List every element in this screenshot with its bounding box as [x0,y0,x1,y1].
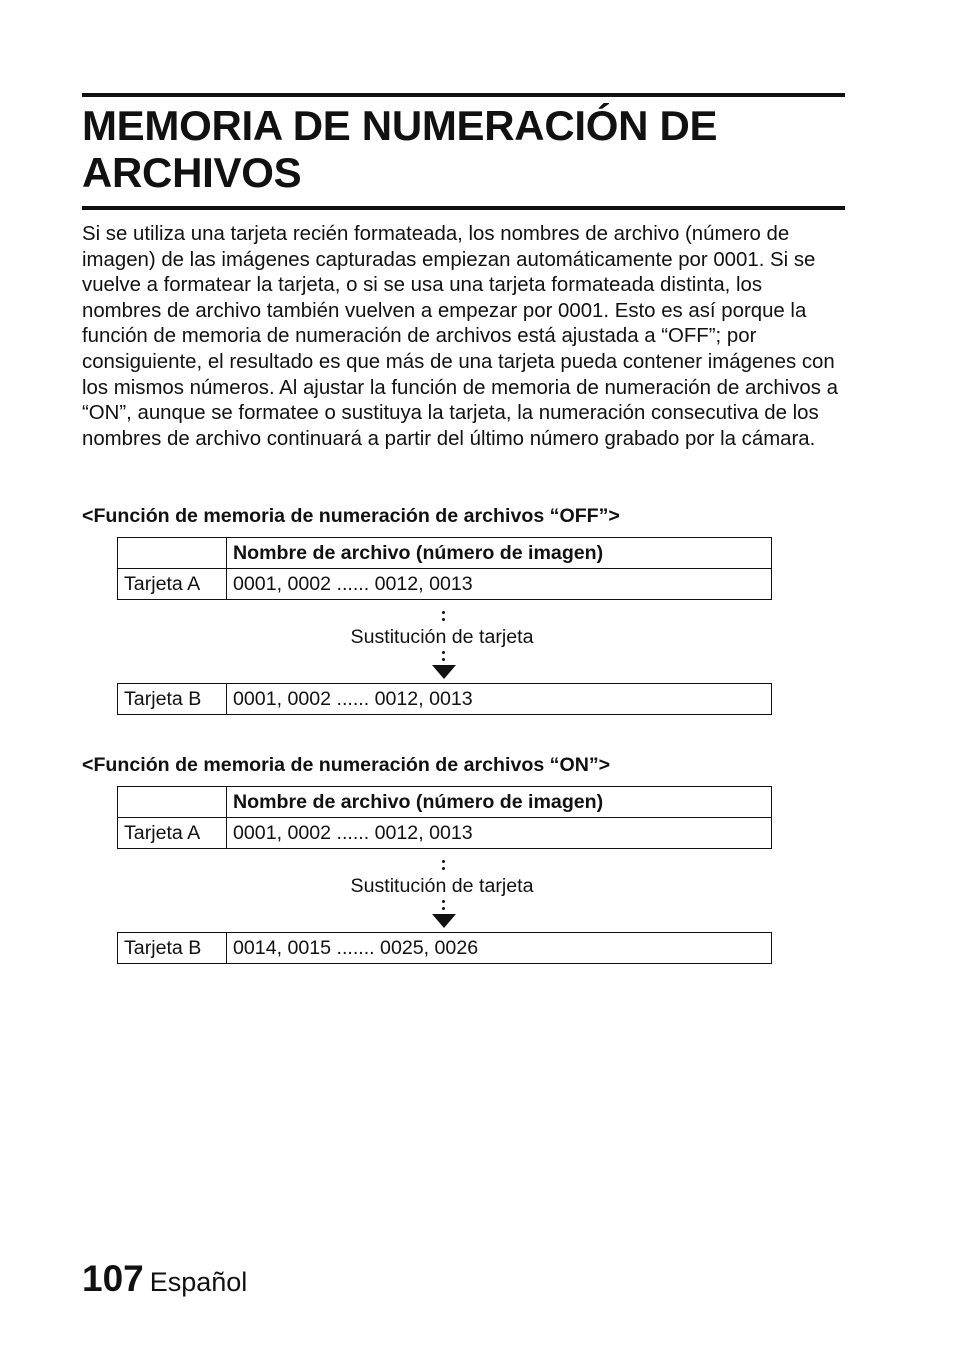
off-card-b-table [117,683,772,715]
card-b-label: Tarjeta B [118,684,227,715]
page-footer [82,1258,247,1300]
table-row [118,684,772,715]
on-card-a-table [117,786,772,849]
card-replacement-label: Sustitución de tarjeta [350,875,534,897]
card-b-label: Tarjeta B [118,933,227,964]
card-a-value: 0001, 0002 ...... 0012, 0013 [227,818,772,849]
table-row [118,787,772,818]
on-card-b-table [117,932,772,964]
card-replacement-label: Sustitución de tarjeta [350,626,534,648]
card-a-label: Tarjeta A [118,569,227,600]
title-rule-bottom [82,206,845,210]
page-title: MEMORIA DE NUMERACIÓN DE ARCHIVOS [82,102,718,196]
down-arrow-icon [432,914,456,928]
page-number: 107 [82,1258,144,1299]
table-row [118,538,772,569]
empty-cell [118,538,227,569]
dots-icon [441,650,447,664]
card-b-value: 0014, 0015 ....... 0025, 0026 [227,933,772,964]
dots-icon [441,610,447,624]
table-row [118,933,772,964]
title-rule-top [82,93,845,97]
column-header: Nombre de archivo (número de imagen) [227,787,772,818]
table-row [118,818,772,849]
language-label: Español [149,1267,248,1297]
down-arrow-icon [432,665,456,679]
column-header: Nombre de archivo (número de imagen) [227,538,772,569]
card-b-value: 0001, 0002 ...... 0012, 0013 [227,684,772,715]
card-a-label: Tarjeta A [118,818,227,849]
section-heading-on: <Función de memoria de numeración de archivos “ON”> [82,754,611,776]
dots-icon [441,859,447,873]
intro-paragraph: Si se utiliza una tarjeta recién formateada, los nombres de archivo (número de imagen) de las imágenes capturadas empiezan automáticamente por 0001. Si se vuelve a formatear la tarjeta, o si se usa una tarjeta formateada distinta, los nombres de archivo también vuelven a empezar por 0001. Esto es así porque la función de memoria de numeración de archivos está ajustada a “OFF”; por consiguiente, el resultado es que más de una tarjeta pueda contener imágenes con los mismos números. Al ajustar la función de memoria de numeración de archivos a “ON”, aunque se formatee o sustituya la tarjeta, la numeración consecutiva de los nombres de archivo continuará a partir del último número grabado por la cámara. [82,223,838,450]
off-card-a-table [117,537,772,600]
table-row [118,569,772,600]
section-heading-off: <Función de memoria de numeración de archivos “OFF”> [82,505,620,527]
empty-cell [118,787,227,818]
card-a-value: 0001, 0002 ...... 0012, 0013 [227,569,772,600]
dots-icon [441,899,447,913]
